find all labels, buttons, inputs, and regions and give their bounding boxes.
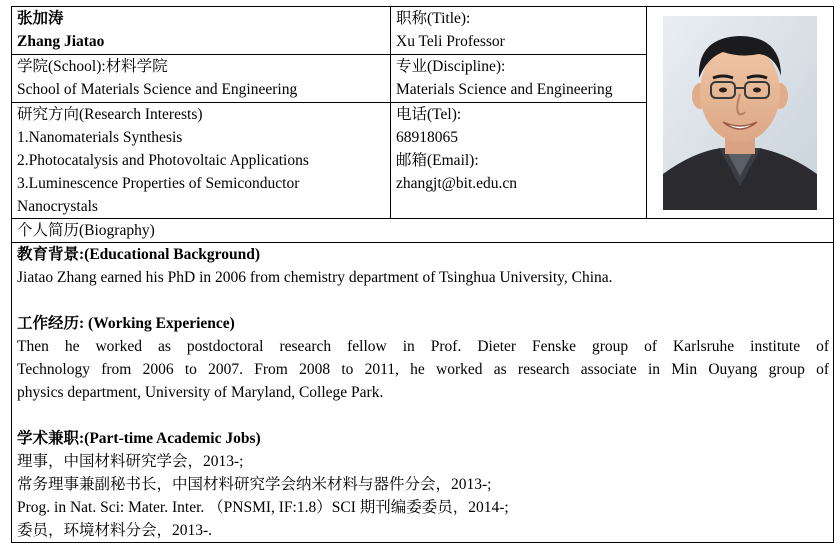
email-value[interactable]: zhangjt@bit.edu.cn xyxy=(396,175,518,192)
discipline-value: Materials Science and Engineering xyxy=(396,81,613,98)
discipline-cell xyxy=(391,55,647,103)
biography-body-cell xyxy=(12,243,834,543)
school-value: School of Materials Science and Engineering xyxy=(17,81,298,98)
photo-cell xyxy=(647,7,834,219)
research-label: 研究方向(Research Interests) xyxy=(17,106,203,123)
title-value: Xu Teli Professor xyxy=(396,33,505,50)
title-cell xyxy=(391,7,647,55)
job-line: Prog. in Nat. Sci: Mater. Inter. （PNSMI, IF:1.8）SCI 期刊编委委员，2014-; xyxy=(17,499,509,516)
contact-cell xyxy=(391,103,647,219)
school-label: 学院(School):材料学院 xyxy=(17,58,168,75)
research-item: 1.Nanomaterials Synthesis xyxy=(17,129,183,146)
biography-header-cell xyxy=(12,219,834,243)
email-label: 邮箱(Email): xyxy=(396,152,479,169)
spacer xyxy=(17,289,829,312)
job-line: 理事，中国材料研究学会，2013-; xyxy=(17,453,244,470)
research-cell xyxy=(12,103,391,219)
tel-label: 电话(Tel): xyxy=(396,106,462,123)
school-cell xyxy=(12,55,391,103)
name-chinese: 张加涛 xyxy=(17,10,64,27)
name-cell xyxy=(12,7,391,55)
education-text: Jiatao Zhang earned his PhD in 2006 from chemistry department of Tsinghua University, China. xyxy=(17,269,613,286)
discipline-label: 专业(Discipline): xyxy=(396,58,506,75)
work-title: 工作经历: (Working Experience) xyxy=(17,315,235,332)
research-item: 3.Luminescence Properties of Semiconductor xyxy=(17,175,300,192)
jobs-title: 学术兼职:(Part-time Academic Jobs) xyxy=(17,430,261,447)
work-text-line: physics department, University of Maryland, College Park. xyxy=(17,384,384,401)
tel-value: 68918065 xyxy=(396,129,458,146)
biography-label: 个人简历(Biography) xyxy=(17,222,155,239)
work-text-line: Technology from 2006 to 2007. From 2008 to 2011, he worked as research associate in Min Ouyang group of xyxy=(17,361,829,378)
spacer xyxy=(17,404,829,427)
job-line: 常务理事兼副秘书长，中国材料研究学会纳米材料与器件分会，2013-; xyxy=(17,476,492,493)
education-title: 教育背景:(Educational Background) xyxy=(17,246,261,263)
portrait-photo xyxy=(663,16,817,210)
title-label: 职称(Title): xyxy=(396,10,471,27)
research-item: 2.Photocatalysis and Photovoltaic Applications xyxy=(17,152,309,169)
research-item: Nanocrystals xyxy=(17,198,98,215)
name-english: Zhang Jiatao xyxy=(17,33,105,50)
profile-table xyxy=(11,6,834,543)
work-text-line: Then he worked as postdoctoral research fellow in Prof. Dieter Fenske group of Karlsruhe institute of xyxy=(17,338,829,355)
job-line: 委员，环境材料分会，2013-. xyxy=(17,522,213,539)
